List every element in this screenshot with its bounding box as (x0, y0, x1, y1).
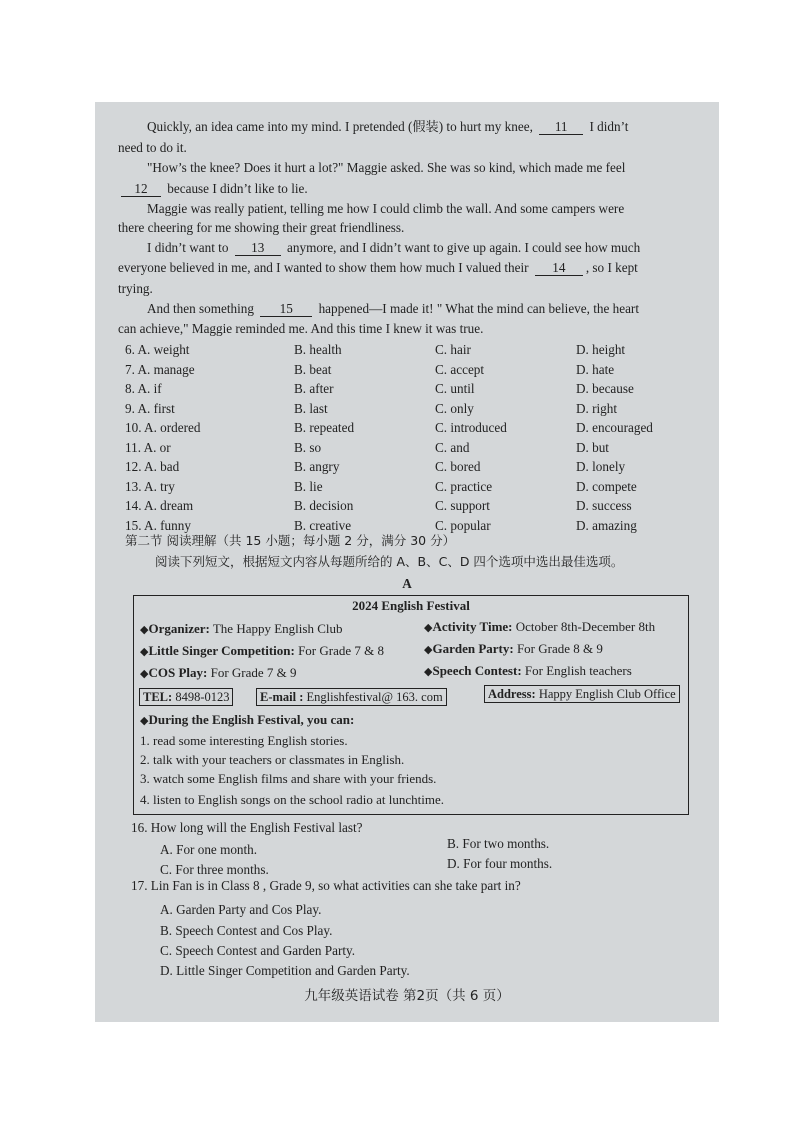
option-row (95, 342, 719, 362)
passage-line-8: everyone believed in me, and I wanted to show them how much I valued their 14 , so I kept (118, 260, 638, 275)
option-a: 13. A. try (125, 478, 175, 494)
diamond-icon: ◆ (140, 645, 149, 658)
option-c: C. practice (435, 478, 493, 494)
address-box: Address: Happy English Club Office (484, 685, 680, 703)
option-a: 15. A. funny (125, 517, 191, 533)
option-d: D. but (576, 439, 609, 455)
passage-letter: A (402, 576, 412, 591)
option-b: B. repeated (294, 420, 355, 435)
blank-12: 12 (121, 181, 161, 197)
diamond-icon: ◆ (140, 714, 149, 727)
passage-line-9: trying. (118, 281, 153, 296)
organizer-line: ◆Organizer: The Happy English Club (140, 621, 343, 636)
option-a: 9. A. first (125, 400, 175, 416)
tel-box: TEL: 8498-0123 (139, 688, 233, 706)
exam-page (95, 102, 719, 1022)
passage-line-3: "How’s the knee? Does it hurt a lot?" Maggie asked. She was so kind, which made me feel (147, 160, 626, 175)
option-c: C. hair (435, 342, 471, 357)
blank-14: 14 (535, 260, 583, 276)
question-16: 16. How long will the English Festival last? (131, 820, 363, 835)
passage-line-11: can achieve," Maggie reminded me. And this time I knew it was true. (118, 321, 484, 336)
activity-item: 4. listen to English songs on the school radio at lunchtime. (140, 792, 445, 807)
option-row (95, 401, 719, 421)
option-c: C. and (435, 439, 470, 455)
option-a: 10. A. ordered (125, 420, 201, 435)
option-row (95, 459, 719, 479)
diamond-icon: ◆ (140, 667, 149, 680)
option-row (95, 381, 719, 401)
activity-item: 2. talk with your teachers or classmates in English. (140, 752, 405, 767)
option-row (95, 440, 719, 460)
festival-notice-box (133, 595, 689, 815)
q17-option-c: C. Speech Contest and Garden Party. (160, 943, 356, 958)
blank-15: 15 (260, 301, 312, 317)
section-heading: 第二节 阅读理解（共 15 小题；每小题 2 分，满分 30 分） (125, 533, 456, 548)
option-row (95, 362, 719, 382)
email-box: E-mail : Englishfestival@ 163. com (256, 688, 447, 706)
option-d: D. right (576, 400, 618, 416)
option-c: C. accept (435, 361, 485, 377)
option-b: B. beat (294, 361, 332, 377)
option-b: B. angry (294, 459, 340, 474)
question-17: 17. Lin Fan is in Class 8 , Grade 9, so what activities can she take part in? (131, 878, 521, 893)
q16-option-d: D. For four months. (447, 856, 553, 871)
section-instruction: 阅读下列短文，根据短文内容从每题所给的 A、B、C、D 四个选项中选出最佳选项。 (155, 554, 624, 569)
option-a: 14. A. dream (125, 498, 194, 513)
passage-line-5: Maggie was really patient, telling me how I could climb the wall. And some campers were (147, 201, 625, 216)
option-d: D. compete (576, 478, 637, 494)
option-row (95, 479, 719, 499)
option-c: C. until (435, 381, 475, 396)
option-d: D. hate (576, 361, 615, 377)
option-a: 7. A. manage (125, 361, 195, 377)
option-c: C. support (435, 498, 490, 513)
option-b: B. lie (294, 478, 323, 494)
passage-line-7: I didn’t want to 13 anymore, and I didn’t want to give up again. I could see how much (147, 240, 641, 255)
passage-line-6: there cheering for me showing their great friendliness. (118, 220, 405, 235)
cos-play-line: ◆COS Play: For Grade 7 & 9 (140, 665, 297, 680)
option-a: 8. A. if (125, 381, 162, 396)
speech-contest-line: ◆Speech Contest: For English teachers (424, 663, 632, 678)
q17-option-d: D. Little Singer Competition and Garden Party. (160, 963, 410, 978)
option-b: B. so (294, 439, 322, 455)
activity-item: 1. read some interesting English stories. (140, 733, 348, 748)
option-b: B. decision (294, 498, 354, 513)
during-festival-label: ◆During the English Festival, you can: (140, 712, 355, 727)
diamond-icon: ◆ (424, 621, 433, 634)
diamond-icon: ◆ (424, 643, 433, 656)
option-b: B. last (294, 400, 328, 416)
option-d: D. lonely (576, 459, 626, 474)
option-c: C. popular (435, 517, 491, 533)
q17-option-a: A. Garden Party and Cos Play. (160, 902, 322, 917)
diamond-icon: ◆ (424, 665, 433, 678)
option-d: D. success (576, 498, 632, 513)
option-b: B. health (294, 342, 342, 357)
option-d: D. amazing (576, 517, 637, 533)
passage-line-1: Quickly, an idea came into my mind. I pretended (假装) to hurt my knee, 11 I didn’t (147, 119, 629, 134)
option-d: D. encouraged (576, 420, 653, 435)
option-c: C. introduced (435, 420, 507, 435)
garden-party-line: ◆Garden Party: For Grade 8 & 9 (424, 641, 603, 656)
option-c: C. only (435, 400, 474, 416)
option-a: 11. A. or (125, 439, 171, 455)
blank-13: 13 (235, 240, 281, 256)
option-d: D. because (576, 381, 634, 396)
diamond-icon: ◆ (140, 623, 149, 636)
option-a: 12. A. bad (125, 459, 180, 474)
passage-line-4: 12 because I didn’t like to lie. (118, 180, 308, 198)
option-b: B. after (294, 381, 334, 396)
festival-title: 2024 English Festival (352, 598, 470, 613)
q16-option-b: B. For two months. (447, 836, 550, 851)
activity-time-line: ◆Activity Time: October 8th-December 8th (424, 619, 656, 634)
option-d: D. height (576, 342, 626, 357)
passage-line-10: And then something 15 happened—I made it! " What the mind can believe, the heart (147, 301, 639, 316)
q16-option-a: A. For one month. (160, 842, 258, 857)
blank-11: 11 (539, 119, 583, 135)
passage-line-2: need to do it. (118, 140, 187, 155)
option-a: 6. A. weight (125, 342, 190, 357)
option-row (95, 498, 719, 518)
activity-item: 3. watch some English films and share with your friends. (140, 771, 437, 786)
singer-line: ◆Little Singer Competition: For Grade 7 & 8 (140, 643, 385, 658)
option-c: C. bored (435, 459, 481, 474)
option-b: B. creative (294, 517, 352, 533)
page-footer: 九年级英语试卷 第2页（共 6 页） (304, 988, 510, 1004)
q17-option-b: B. Speech Contest and Cos Play. (160, 923, 333, 938)
q16-option-c: C. For three months. (160, 862, 269, 877)
option-row (95, 420, 719, 440)
